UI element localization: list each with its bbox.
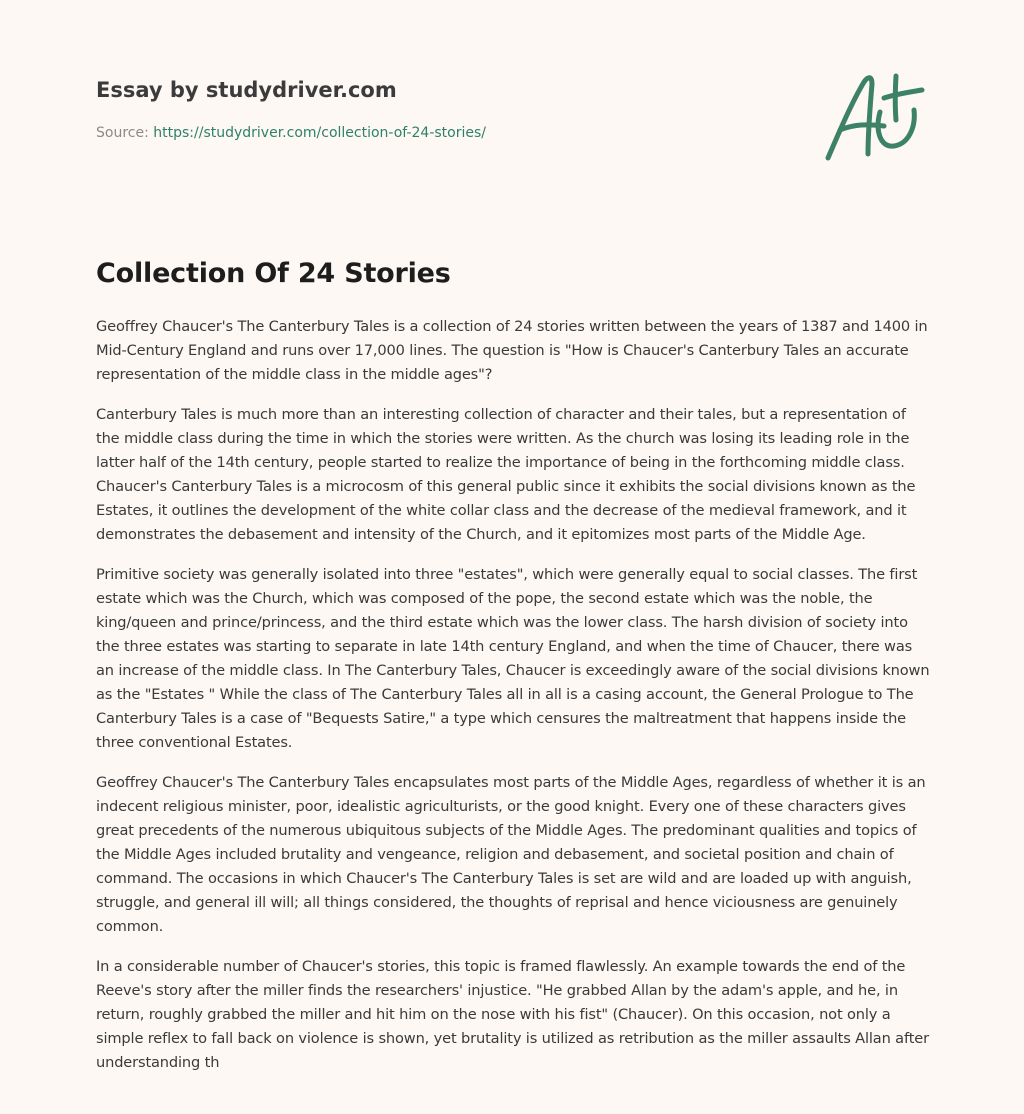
source-link[interactable]: https://studydriver.com/collection-of-24-stories/: [153, 125, 486, 141]
article-paragraph: In a considerable number of Chaucer's stories, this topic is framed flawlessly. An example towards the end of the Reeve's story after the miller finds the researchers' injustice. "He grabbed Allan by the adam's apple, and he, in return, roughly grabbed the miller and hit him on the nose with his fist" (Chaucer). On this occasion, not only a simple reflex to fall back on violence is shown, yet brutality is utilized as retribution as the miller assaults Allan after understanding th: [96, 958, 929, 1071]
brand-title: Essay by studydriver.com: [96, 78, 397, 102]
a-plus-logo-icon: [820, 68, 930, 164]
article-title: Collection Of 24 Stories: [96, 258, 451, 289]
article-paragraph: Geoffrey Chaucer's The Canterbury Tales is a collection of 24 stories written between the years of 1387 and 1400 in Mid-Century England and runs over 17,000 lines. The question is "How is Chaucer's Canterbury Tales an accurate representation of the middle class in the middle ages"?: [96, 318, 928, 383]
source-line: [96, 123, 796, 143]
page-header: [96, 76, 796, 143]
article-body: [96, 315, 930, 1091]
source-label: Source:: [96, 125, 154, 141]
article-paragraph: Primitive society was generally isolated into three "estates", which were generally equal to social classes. The first estate which was the Church, which was composed of the pope, the second estate which was the noble, the king/queen and prince/princess, and the third estate which was the lower class. The harsh division of society into the three estates was starting to separate in late 14th century England, and when the time of Chaucer, there was an increase of the middle class. In The Canterbury Tales, Chaucer is exceedingly aware of the social divisions known as the "Estates " While the class of The Canterbury Tales all in all is a casing account, the General Prologue to The Canterbury Tales is a case of "Bequests Satire," a type which censures the maltreatment that happens inside the three conventional Estates.: [96, 566, 930, 751]
article-paragraph: Geoffrey Chaucer's The Canterbury Tales encapsulates most parts of the Middle Ages, regardless of whether it is an indecent religious minister, poor, idealistic agriculturists, or the good knight. Every one of these characters gives great precedents of the numerous ubiquitous subjects of the Middle Ages. The predominant qualities and topics of the Middle Ages included brutality and vengeance, religion and debasement, and societal position and chain of command. The occasions in which Chaucer's The Canterbury Tales is set are wild and are loaded up with anguish, struggle, and general ill will; all things considered, the thoughts of reprisal and hence viciousness are genuinely common.: [96, 774, 926, 935]
article-paragraph: Canterbury Tales is much more than an interesting collection of character and their tales, but a representation of the middle class during the time in which the stories were written. As the church was losing its leading role in the latter half of the 14th century, people started to realize the importance of being in the forthcoming middle class. Chaucer's Canterbury Tales is a microcosm of this general public since it exhibits the social divisions known as the Estates, it outlines the development of the white collar class and the decrease of the medieval framework, and it demonstrates the debasement and intensity of the Church, and it epitomizes most parts of the Middle Age.: [96, 406, 916, 543]
